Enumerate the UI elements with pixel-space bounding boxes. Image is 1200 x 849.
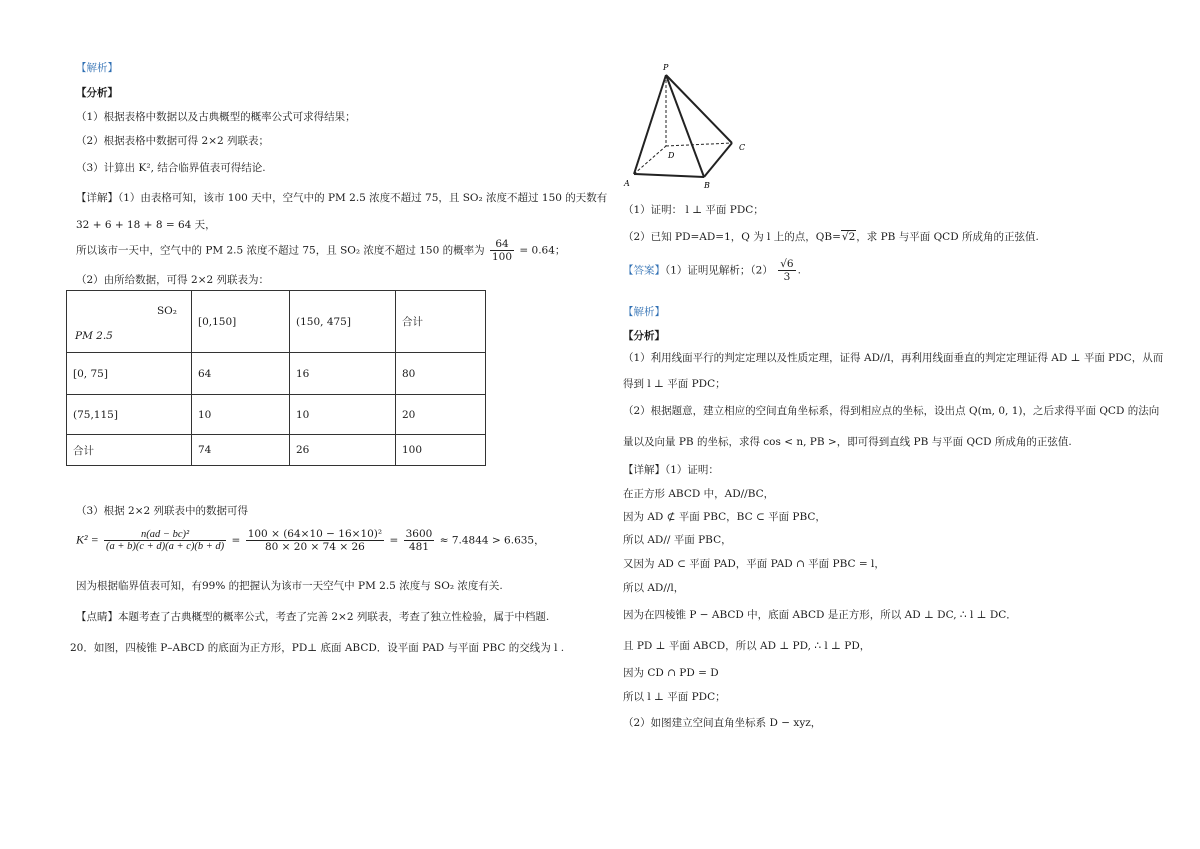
answer-num-value: 6 (786, 258, 794, 270)
answer-text: （1）证明见解析；（2） (665, 264, 773, 277)
detail-heading-right: 【详解】（1）证明： (623, 464, 719, 476)
proof-line: 因为 AD ⊄ 平面 PBC，BC ⊂ 平面 PBC， (623, 511, 826, 523)
detail3-suffix: = 0.64； (519, 244, 566, 257)
step-1: （1）根据表格中数据以及古典概型的概率公式可求得结果； (76, 111, 356, 123)
table-cell: 10 (192, 395, 290, 435)
table-cell: 74 (192, 435, 290, 466)
step-3: （3）计算出 K², 结合临界值表可得结论. (76, 162, 266, 174)
prob-fraction (490, 238, 514, 263)
answer-line (623, 258, 801, 283)
analysis-1b: 得到 l ⊥ 平面 PDC； (623, 378, 726, 390)
label-b: B (704, 181, 710, 190)
prob-numerator: 64 (490, 238, 514, 251)
answer-tag: 【答案】 (623, 264, 665, 277)
table-cell: 64 (192, 353, 290, 395)
k2-tail: ≈ 7.4844 > 6.635， (439, 534, 545, 547)
table-cell: 合计 (67, 435, 192, 466)
table-corner-cell (67, 291, 192, 353)
part-3-text: （3）根据 2×2 列联表中的数据可得 (76, 505, 249, 517)
q2-prefix: （2）已知 PD=AD=1，Q 为 l 上的点，QB= (623, 231, 841, 243)
k2-general-num: n(ad − bc)² (104, 529, 226, 541)
proof-line: 且 PD ⊥ 平面 ABCD，所以 AD ⊥ PD, ∴ l ⊥ PD， (623, 640, 871, 652)
contingency-table (66, 290, 486, 466)
table-col-3: 合计 (396, 291, 486, 353)
table-cell: (75,115] (67, 395, 192, 435)
label-c: C (739, 143, 746, 152)
proof-line: （2）如图建立空间直角坐标系 D − xyz， (623, 717, 822, 729)
table-row (67, 395, 486, 435)
k2-result-num: 3600 (405, 528, 433, 540)
table-cell: 100 (396, 435, 486, 466)
detail-line-3 (76, 238, 565, 263)
k2-fraction-result (404, 528, 435, 553)
k2-result-den: 481 (408, 541, 430, 553)
proof-line: 所以 AD// 平面 PBC， (623, 534, 732, 546)
detail3-prefix: 所以该市一天中，空气中的 PM 2.5 浓度不超过 75，且 SO₂ 浓度不超过 150 的概率为 (76, 244, 485, 257)
question-part-1: （1）证明： l ⊥ 平面 PDC； (623, 204, 764, 216)
header-pm25: PM 2.5 (75, 330, 113, 342)
question-part-2 (623, 229, 1039, 244)
k2-formula (76, 528, 545, 553)
answer-end: . (797, 264, 801, 277)
answer-denominator: 3 (783, 271, 791, 283)
header-so2: SO₂ (156, 305, 177, 317)
prob-denominator: 100 (491, 251, 513, 263)
q2-sqrt-value: 2 (848, 231, 856, 243)
k2-fraction-values (246, 528, 384, 553)
label-a: A (624, 179, 630, 188)
table-col-2: (150, 475] (290, 291, 396, 353)
k2-eq: = (231, 534, 241, 547)
table-cell: 80 (396, 353, 486, 395)
step-2: （2）根据表格中数据可得 2×2 列联表； (76, 135, 270, 147)
proof-line: 所以 l ⊥ 平面 PDC； (623, 691, 726, 703)
table-cell: 26 (290, 435, 396, 466)
table-col-1: [0,150] (192, 291, 290, 353)
detail-line-1: 【详解】（1）由表格可知，该市 100 天中，空气中的 PM 2.5 浓度不超过 75，且 SO₂ 浓度不超过 150 的天数有 (76, 192, 608, 204)
analysis-1: （1）利用线面平行的判定定理以及性质定理，证得 AD//l，再利用线面垂直的判定定理证得 AD ⊥ 平面 PDC，从而 (623, 352, 1164, 364)
proof-line: 在正方形 ABCD 中，AD//BC， (623, 488, 775, 500)
table-cell: 20 (396, 395, 486, 435)
k2-eq2: = (389, 534, 399, 547)
part-2-text: （2）由所给数据，可得 2×2 列联表为： (76, 274, 270, 286)
fenxi-heading: 【分析】 (76, 87, 118, 99)
table-cell: 10 (290, 395, 396, 435)
analysis-tag: 【解析】 (76, 62, 118, 74)
analysis-tag-right: 【解析】 (623, 306, 665, 318)
dianjing-text: 【点睛】本题考查了古典概型的概率公式，考查了完善 2×2 列联表，考查了独立性检验，属于中档题. (76, 611, 550, 623)
analysis-2b: 量以及向量 PB 的坐标，求得 cos < n, PB >，即可得到直线 PB 与平面 QCD 所成角的正弦值. (623, 436, 1072, 448)
fenxi-heading-right: 【分析】 (623, 330, 665, 342)
proof-line: 又因为 AD ⊂ 平面 PAD，平面 PAD ∩ 平面 PBC = l， (623, 558, 885, 570)
table-row (67, 353, 486, 395)
analysis-2: （2）根据题意，建立相应的空间直角坐标系，得到相应点的坐标，设出点 Q(m, 0, 1)，之后求得平面 QCD 的法向 (623, 405, 1160, 417)
detail-line-2: 32 + 6 + 18 + 8 = 64 天， (76, 219, 216, 231)
q2-suffix: ，求 PB 与平面 QCD 所成角的正弦值. (856, 231, 1039, 243)
k2-general-den: (a + b)(c + d)(a + c)(b + d) (106, 541, 225, 552)
table-row (67, 435, 486, 466)
label-d: D (668, 151, 675, 160)
question-20: 20．如图，四棱锥 P–ABCD 的底面为正方形，PD⊥ 底面 ABCD．设平面 PAD 与平面 PBC 的交线为 l . (70, 642, 565, 654)
k2-values-den: 80 × 20 × 74 × 26 (264, 541, 365, 553)
answer-fraction (778, 258, 795, 283)
k2-lhs: K² = (76, 532, 99, 547)
proof-line: 因为在四棱锥 P − ABCD 中，底面 ABCD 是正方形，所以 AD ⊥ DC, ∴ l ⊥ DC． (623, 609, 1017, 621)
proof-line: 所以 AD//l， (623, 582, 685, 594)
conclusion-text: 因为根据临界值表可知，有99% 的把握认为该市一天空气中 PM 2.5 浓度与 SO₂ 浓度有关. (76, 580, 503, 592)
table-cell: 16 (290, 353, 396, 395)
pyramid-figure (620, 60, 760, 190)
table-cell: [0, 75] (67, 353, 192, 395)
k2-values-num: 100 × (64×10 − 16×10)² (247, 528, 383, 540)
q2-sqrt: √2 (841, 231, 856, 243)
k2-fraction-general (104, 529, 226, 552)
label-p: P (663, 63, 669, 72)
proof-line: 因为 CD ∩ PD = D (623, 667, 719, 679)
answer-numerator: √6 (780, 258, 794, 270)
